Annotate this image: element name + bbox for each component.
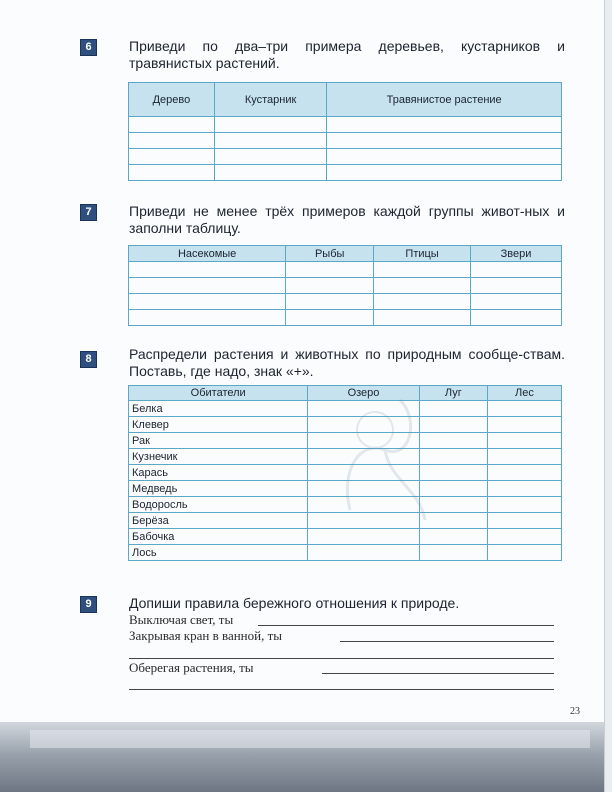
answer-cell[interactable]	[471, 310, 562, 326]
answer-cell[interactable]	[286, 294, 374, 310]
column-header: Обитатели	[129, 386, 308, 401]
answer-cell[interactable]	[129, 294, 286, 310]
inhabitant-label: Медведь	[129, 481, 308, 497]
answer-cell[interactable]	[471, 262, 562, 278]
animals-table	[128, 245, 562, 326]
answer-cell[interactable]	[487, 513, 561, 529]
answer-cell[interactable]	[487, 449, 561, 465]
inhabitant-label: Клевер	[129, 417, 308, 433]
inhabitant-label: Водоросль	[129, 497, 308, 513]
answer-cell[interactable]	[129, 117, 215, 133]
answer-line[interactable]	[340, 641, 554, 642]
answer-cell[interactable]	[487, 433, 561, 449]
answer-cell[interactable]	[327, 133, 562, 149]
answer-cell[interactable]	[374, 278, 471, 294]
answer-cell[interactable]	[374, 294, 471, 310]
column-header: Озеро	[308, 386, 419, 401]
answer-cell[interactable]	[374, 262, 471, 278]
answer-cell[interactable]	[487, 481, 561, 497]
answer-cell[interactable]	[419, 545, 487, 561]
answer-line[interactable]	[129, 658, 554, 659]
task-number-badge: 9	[80, 596, 97, 613]
inhabitant-label: Берёза	[129, 513, 308, 529]
column-header: Кустарник	[214, 83, 326, 117]
column-header: Рыбы	[286, 246, 374, 262]
table-row	[129, 117, 562, 133]
inhabitant-label: Бабочка	[129, 529, 308, 545]
answer-cell[interactable]	[286, 278, 374, 294]
column-header: Птицы	[374, 246, 471, 262]
faint-watermark-drawing	[330, 380, 440, 530]
answer-cell[interactable]	[487, 529, 561, 545]
task-number-badge: 8	[80, 351, 97, 368]
answer-cell[interactable]	[487, 417, 561, 433]
table-row	[129, 529, 562, 545]
answer-cell[interactable]	[129, 310, 286, 326]
task-prompt: Допиши правила бережного отношения к природе.	[129, 595, 460, 611]
column-header: Лес	[487, 386, 561, 401]
table-row	[129, 545, 562, 561]
rule-line-label: Закрывая кран в ванной, ты	[129, 628, 283, 643]
answer-cell[interactable]	[374, 310, 471, 326]
answer-cell[interactable]	[487, 465, 561, 481]
answer-line[interactable]	[129, 689, 554, 690]
rule-line-label: Оберегая растения, ты	[129, 660, 254, 675]
task-number-badge: 7	[80, 204, 97, 221]
answer-cell[interactable]	[214, 117, 326, 133]
answer-cell[interactable]	[129, 149, 215, 165]
inhabitant-label: Белка	[129, 401, 308, 417]
answer-cell[interactable]	[129, 278, 286, 294]
column-header: Насекомые	[129, 246, 286, 262]
inhabitant-label: Рак	[129, 433, 308, 449]
table-row	[129, 165, 562, 181]
answer-cell[interactable]	[129, 165, 215, 181]
column-header: Звери	[471, 246, 562, 262]
answer-cell[interactable]	[327, 149, 562, 165]
page-edge	[604, 0, 612, 792]
task-prompt: Приведи не менее трёх примеров каждой группы живот-ных и заполни таблицу.	[129, 203, 565, 236]
column-header: Луг	[419, 386, 487, 401]
answer-cell[interactable]	[487, 545, 561, 561]
answer-cell[interactable]	[419, 529, 487, 545]
rule-line-label: Выключая свет, ты	[129, 612, 234, 627]
task-number-badge: 6	[80, 39, 97, 56]
answer-cell[interactable]	[129, 133, 215, 149]
table-row	[129, 310, 562, 326]
table-row	[129, 262, 562, 278]
table-row	[129, 278, 562, 294]
answer-cell[interactable]	[487, 401, 561, 417]
answer-cell[interactable]	[214, 165, 326, 181]
answer-cell[interactable]	[471, 278, 562, 294]
answer-cell[interactable]	[214, 133, 326, 149]
page-number: 23	[570, 706, 580, 717]
plants-table	[128, 82, 562, 181]
column-header: Травянистое растение	[327, 83, 562, 117]
answer-cell[interactable]	[308, 545, 419, 561]
answer-cell[interactable]	[327, 117, 562, 133]
scan-shadow	[0, 722, 604, 792]
answer-cell[interactable]	[471, 294, 562, 310]
table-row	[129, 294, 562, 310]
task-prompt: Приведи по два–три примера деревьев, кустарников и травянистых растений.	[129, 38, 565, 71]
answer-cell[interactable]	[327, 165, 562, 181]
inhabitant-label: Кузнечик	[129, 449, 308, 465]
column-header: Дерево	[129, 83, 215, 117]
answer-cell[interactable]	[129, 262, 286, 278]
inhabitant-label: Карась	[129, 465, 308, 481]
table-row	[129, 133, 562, 149]
table-row	[129, 149, 562, 165]
task-prompt: Распредели растения и животных по природным сообще-ствам. Поставь, где надо, знак «+».	[129, 346, 565, 379]
answer-line[interactable]	[322, 673, 554, 674]
answer-line[interactable]	[258, 625, 554, 626]
answer-cell[interactable]	[308, 529, 419, 545]
answer-cell[interactable]	[286, 310, 374, 326]
answer-cell[interactable]	[214, 149, 326, 165]
answer-cell[interactable]	[286, 262, 374, 278]
answer-cell[interactable]	[487, 497, 561, 513]
inhabitant-label: Лось	[129, 545, 308, 561]
